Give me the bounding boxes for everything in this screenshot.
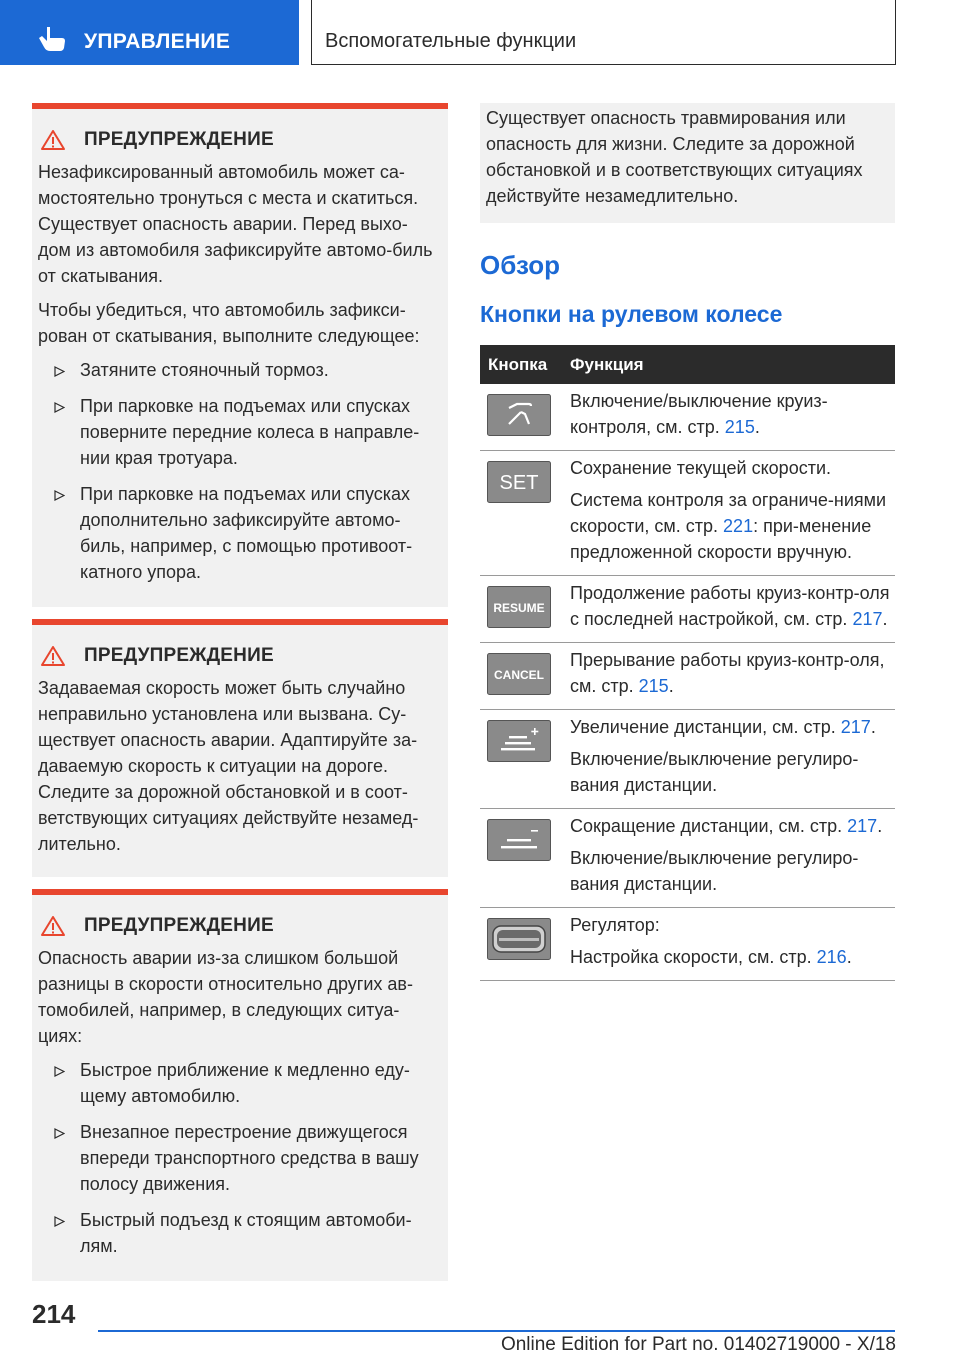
info-note bbox=[480, 103, 895, 223]
button-icon-cell bbox=[480, 809, 564, 908]
button-icon-cell bbox=[480, 384, 564, 451]
table-row bbox=[480, 809, 895, 908]
cancel-button-icon bbox=[487, 653, 551, 695]
function-text-part: Включение/выключение круиз-контроля, см. стр. bbox=[570, 391, 828, 437]
function-cell bbox=[564, 451, 895, 576]
warning-box bbox=[32, 619, 448, 877]
steering-buttons-table bbox=[480, 345, 895, 981]
function-text-part: : при-менение предложенной скорости вручную. bbox=[570, 516, 872, 562]
function-text-part: . bbox=[882, 609, 888, 629]
function-text bbox=[570, 845, 895, 897]
chapter-tab[interactable] bbox=[0, 0, 299, 65]
footer-divider bbox=[98, 1330, 895, 1332]
warning-paragraph: Опасность аварии из-за слишком большой разницы в скорости относительно других ав-томобилей, например, в следующих ситуа-циях: bbox=[38, 948, 413, 1046]
bullet-triangle-icon bbox=[54, 366, 65, 377]
chapter-tab-label: УПРАВЛЕНИЕ bbox=[84, 30, 231, 53]
function-text-part: . bbox=[870, 717, 876, 737]
function-text-part: Настройка скорости, см. стр. bbox=[570, 947, 817, 967]
button-icon-cell bbox=[480, 710, 564, 809]
function-text-part: Сокращение дистанции, см. стр. bbox=[570, 816, 848, 836]
svg-text:RESUME: RESUME bbox=[493, 601, 545, 615]
function-text-part: Увеличение дистанции, см. стр. bbox=[570, 717, 841, 737]
function-text-part: Регулятор: bbox=[570, 915, 660, 935]
distance-decrease-icon bbox=[487, 819, 551, 861]
speed-rocker-icon bbox=[487, 918, 551, 960]
button-icon-cell bbox=[480, 643, 564, 710]
function-cell bbox=[564, 384, 895, 451]
table-row bbox=[480, 451, 895, 576]
table-row bbox=[480, 908, 895, 981]
warning-paragraph: Чтобы убедиться, что автомобиль зафикси-рован от скатывания, выполните следующее: bbox=[38, 300, 420, 346]
function-text-part: Сохранение текущей скорости. bbox=[570, 458, 831, 478]
function-text bbox=[570, 813, 895, 839]
function-text-part: Продолжение работы круиз-контр-оля с последней настройкой, см. стр. bbox=[570, 583, 890, 629]
bullet-triangle-icon bbox=[54, 1066, 65, 1077]
bullet-triangle-icon bbox=[54, 490, 65, 501]
warning-paragraph: Незафиксированный автомобиль может са-мостоятельно тронуться с места и скатиться. Существует опасность аварии. Перед выхо-дом из автомобиля зафиксируйте автомо-биль от скатывания. bbox=[38, 162, 433, 286]
function-text bbox=[570, 487, 895, 565]
col-header-button: Кнопка bbox=[480, 345, 564, 384]
distance-increase-icon bbox=[487, 720, 551, 762]
left-column bbox=[32, 103, 448, 1281]
svg-text:SET: SET bbox=[499, 472, 539, 494]
warning-box bbox=[32, 889, 448, 1281]
page-reference-link[interactable]: 221 bbox=[723, 516, 754, 536]
col-header-function: Функция bbox=[564, 345, 895, 384]
function-text bbox=[570, 714, 895, 740]
button-icon-cell bbox=[480, 908, 564, 981]
page-reference-link[interactable]: 215 bbox=[724, 417, 755, 437]
function-cell bbox=[564, 809, 895, 908]
warning-paragraph: Задаваемая скорость может быть случайно неправильно установлена или вызвана. Су-ществует опасность аварии. Адаптируйте за-даваемую скорость к ситуации на дороге. Следите за дорожной обстановкой и в соот-ветствующих ситуациях действуйте незамед-лительно. bbox=[38, 678, 419, 854]
list-item-text: При парковке на подъемах или спусках поверните передние колеса в направле-нии края тротуара. bbox=[80, 396, 420, 468]
list-item bbox=[50, 1057, 438, 1109]
function-text-part: . bbox=[754, 417, 760, 437]
table-row bbox=[480, 576, 895, 643]
set-button-icon bbox=[487, 461, 551, 503]
footer-edition: Online Edition for Part no. 01402719000 - X/18 bbox=[500, 1334, 896, 1355]
warning-triangle-icon bbox=[40, 915, 66, 937]
function-text bbox=[570, 580, 895, 632]
function-text-part: Система контроля за ограниче-ниями скорости, см. стр. bbox=[570, 490, 887, 536]
page-number: 214 bbox=[32, 1299, 76, 1329]
function-text bbox=[570, 388, 895, 440]
list-item bbox=[50, 481, 438, 585]
hand-pointer-icon bbox=[38, 26, 66, 52]
warning-box bbox=[32, 103, 448, 607]
bullet-triangle-icon bbox=[54, 1216, 65, 1227]
function-text bbox=[570, 647, 895, 699]
list-item-text: Быстрое приближение к медленно еду-щему автомобилю. bbox=[80, 1060, 410, 1106]
section-title: Вспомогательные функции bbox=[325, 30, 577, 52]
resume-button-icon bbox=[487, 586, 551, 628]
warning-title-text: ПРЕДУПРЕЖДЕНИЕ bbox=[84, 915, 274, 936]
right-column bbox=[480, 103, 895, 981]
table-row bbox=[480, 384, 895, 451]
list-item-text: Быстрый подъезд к стоящим автомоби-лям. bbox=[80, 1210, 412, 1256]
function-text-part: Включение/выключение регулиро-вания дистанции. bbox=[570, 848, 859, 894]
overview-heading: Обзор bbox=[480, 250, 560, 280]
function-text-part: . bbox=[877, 816, 883, 836]
warning-title bbox=[38, 645, 438, 667]
warning-title-text: ПРЕДУПРЕЖДЕНИЕ bbox=[84, 129, 274, 150]
page-reference-link[interactable]: 217 bbox=[852, 609, 883, 629]
info-note-text: Существует опасность травмирования или опасность для жизни. Следите за дорожной обстановкой и в соответствующих ситуациях действуйте незамедлительно. bbox=[486, 108, 863, 206]
function-text-part: Прерывание работы круиз-контр-оля, см. стр. bbox=[570, 650, 885, 696]
list-item-text: Затяните стояночный тормоз. bbox=[80, 360, 329, 380]
warning-title-text: ПРЕДУПРЕЖДЕНИЕ bbox=[84, 645, 274, 666]
svg-text:CANCEL: CANCEL bbox=[494, 668, 544, 682]
table-row bbox=[480, 710, 895, 809]
list-item-text: При парковке на подъемах или спусках дополнительно зафиксируйте автомо-биль, например, с помощью противоот-катного упора. bbox=[80, 484, 413, 582]
function-text bbox=[570, 746, 895, 798]
list-item bbox=[50, 1119, 438, 1197]
function-text bbox=[570, 912, 895, 938]
list-item bbox=[50, 1207, 438, 1259]
function-text-part: Включение/выключение регулиро-вания дистанции. bbox=[570, 749, 859, 795]
function-text bbox=[570, 455, 895, 481]
bullet-triangle-icon bbox=[54, 402, 65, 413]
page-reference-link[interactable]: 217 bbox=[840, 717, 871, 737]
overview-subheading: Кнопки на рулевом колесе bbox=[480, 301, 783, 327]
page-reference-link[interactable]: 215 bbox=[638, 676, 669, 696]
page-reference-link[interactable]: 216 bbox=[816, 947, 847, 967]
warning-title bbox=[38, 129, 438, 151]
button-icon-cell bbox=[480, 576, 564, 643]
table-header-row bbox=[480, 345, 895, 384]
function-text bbox=[570, 944, 895, 970]
warning-title bbox=[38, 915, 438, 937]
function-cell bbox=[564, 643, 895, 710]
warning-triangle-icon bbox=[40, 645, 66, 667]
function-cell bbox=[564, 576, 895, 643]
function-text-part: . bbox=[846, 947, 852, 967]
function-cell bbox=[564, 908, 895, 981]
list-item bbox=[50, 357, 438, 383]
page-reference-link[interactable]: 217 bbox=[847, 816, 878, 836]
function-cell bbox=[564, 710, 895, 809]
warning-list bbox=[50, 1057, 438, 1259]
list-item-text: Внезапное перестроение движущегося впереди транспортного средства в вашу полосу движения. bbox=[80, 1122, 419, 1194]
button-icon-cell bbox=[480, 451, 564, 576]
function-text-part: . bbox=[668, 676, 674, 696]
list-item bbox=[50, 393, 438, 471]
cruise-control-icon bbox=[487, 394, 551, 436]
table-row bbox=[480, 643, 895, 710]
warning-list bbox=[50, 357, 438, 585]
bullet-triangle-icon bbox=[54, 1128, 65, 1139]
warning-triangle-icon bbox=[40, 129, 66, 151]
